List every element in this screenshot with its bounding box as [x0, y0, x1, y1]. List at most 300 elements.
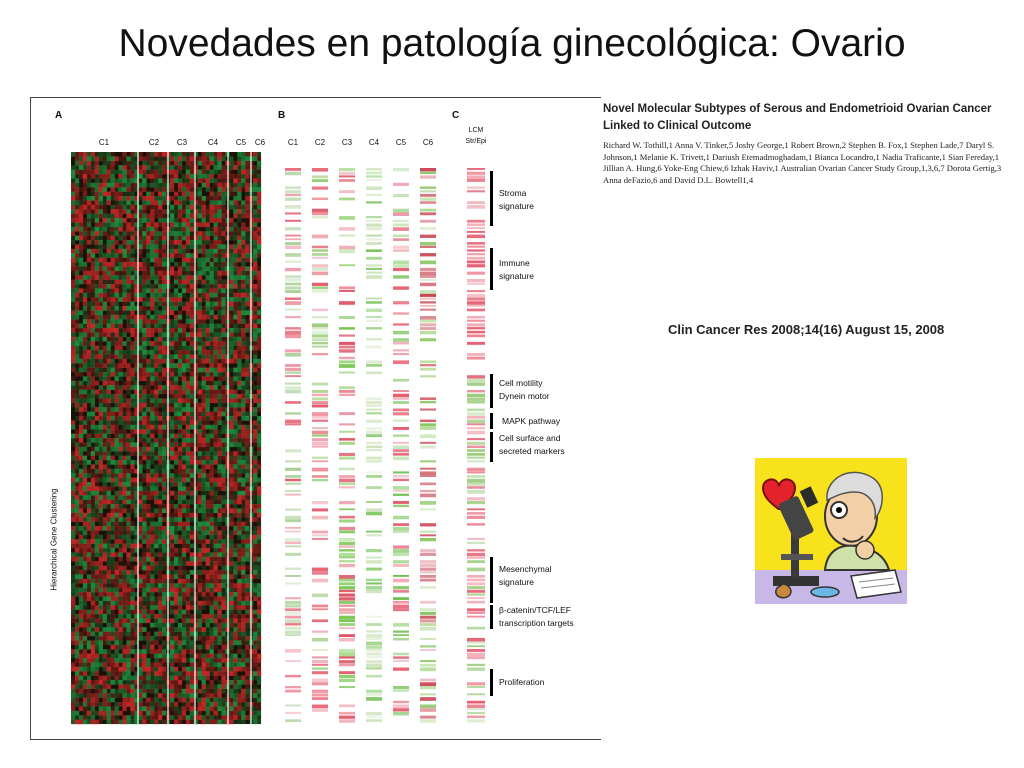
heatmap-cell [87, 310, 91, 315]
heatmap-cell [162, 306, 166, 311]
heatmap-cell [87, 372, 91, 377]
heatmap-cell [111, 258, 115, 263]
heatmap-cell [174, 588, 178, 593]
heatmap-cell [214, 275, 218, 280]
heatmap-cell [241, 574, 245, 579]
heatmap-cell [257, 442, 261, 447]
heatmap-cell [194, 293, 198, 298]
heatmap-cell [75, 275, 79, 280]
heatmap-cell [142, 376, 146, 381]
heatmap-cell [119, 412, 123, 417]
heatmap-cell [210, 592, 214, 597]
heatmap-cell [162, 416, 166, 421]
heatmap-cell [138, 456, 142, 461]
heatmap-cell [119, 394, 123, 399]
heatmap-cell [87, 394, 91, 399]
heatmap-cell [71, 346, 75, 351]
heatmap-cell [198, 249, 202, 254]
heatmap-cell [146, 504, 150, 509]
heatmap-cell [115, 491, 119, 496]
heatmap-cell [233, 192, 237, 197]
heatmap-cell [150, 350, 154, 355]
heatmap-cell [146, 403, 150, 408]
gene-expression-figure [30, 97, 601, 740]
heatmap-cell [154, 337, 158, 342]
heatmap-cell [95, 258, 99, 263]
heatmap-cell [99, 398, 103, 403]
heatmap-cell [142, 178, 146, 183]
heatmap-cell [122, 161, 126, 166]
heatmap-cell [214, 222, 218, 227]
heatmap-cell [142, 372, 146, 377]
heatmap-cell [182, 354, 186, 359]
heatmap-cell [119, 337, 123, 342]
heatmap-cell [186, 504, 190, 509]
heatmap-cell [154, 596, 158, 601]
heatmap-cell [182, 306, 186, 311]
heatmap-cell [241, 627, 245, 632]
heatmap-cell [154, 244, 158, 249]
heatmap-cell [75, 214, 79, 219]
heatmap-cell [138, 178, 142, 183]
heatmap-cell [107, 627, 111, 632]
heatmap-cell [257, 359, 261, 364]
heatmap-cell [162, 486, 166, 491]
heatmap-cell [103, 557, 107, 562]
heatmap-cell [146, 156, 150, 161]
heatmap-cell [229, 460, 233, 465]
heatmap-cell [190, 262, 194, 267]
heatmap-cell [162, 240, 166, 245]
heatmap-cell [206, 583, 210, 588]
heatmap-cell [170, 398, 174, 403]
heatmap-cell [186, 412, 190, 417]
heatmap-cell [158, 592, 162, 597]
heatmap-cell [91, 368, 95, 373]
heatmap-cell [241, 438, 245, 443]
heatmap-cell [198, 407, 202, 412]
heatmap-cell [233, 469, 237, 474]
heatmap-cell [71, 596, 75, 601]
heatmap-cell [107, 315, 111, 320]
heatmap-cell [233, 420, 237, 425]
heatmap-cell [115, 284, 119, 289]
heatmap-cell [119, 447, 123, 452]
heatmap-cell [174, 469, 178, 474]
heatmap-cell [202, 627, 206, 632]
heatmap-cell [214, 346, 218, 351]
heatmap-cell [87, 654, 91, 659]
heatmap-cell [229, 244, 233, 249]
heatmap-cell [182, 293, 186, 298]
heatmap-cell [150, 456, 154, 461]
heatmap-cell [130, 381, 134, 386]
heatmap-cell [257, 341, 261, 346]
heatmap-cell [142, 341, 146, 346]
heatmap-cell [87, 517, 91, 522]
heatmap-cell [158, 464, 162, 469]
heatmap-cell [103, 447, 107, 452]
heatmap-cell [158, 552, 162, 557]
heatmap-cell [210, 398, 214, 403]
heatmap-cell [257, 249, 261, 254]
heatmap-cell [210, 486, 214, 491]
heatmap-cell [91, 592, 95, 597]
heatmap-cell [217, 544, 221, 549]
heatmap-cell [253, 491, 257, 496]
heatmap-cell [237, 610, 241, 615]
heatmap-cell [214, 297, 218, 302]
heatmap-cell [257, 178, 261, 183]
heatmap-cell [83, 341, 87, 346]
heatmap-cell [122, 614, 126, 619]
heatmap-cell [71, 293, 75, 298]
heatmap-cell [107, 464, 111, 469]
heatmap-cell [115, 253, 119, 258]
heatmap-cell [130, 570, 134, 575]
heatmap-cell [71, 381, 75, 386]
heatmap-cell [194, 209, 198, 214]
heatmap-cell [221, 350, 225, 355]
heatmap-cell [182, 222, 186, 227]
heatmap-cell [182, 187, 186, 192]
heatmap-cell [162, 442, 166, 447]
heatmap-cell [194, 491, 198, 496]
heatmap-cell [214, 447, 218, 452]
heatmap-cell [206, 486, 210, 491]
heatmap-cell [79, 337, 83, 342]
heatmap-cell [126, 517, 130, 522]
heatmap-cell [186, 535, 190, 540]
heatmap-cell [194, 574, 198, 579]
heatmap-cell [217, 161, 221, 166]
heatmap-cell [178, 460, 182, 465]
heatmap-cell [95, 407, 99, 412]
heatmap-cell [75, 205, 79, 210]
heatmap-cell [178, 196, 182, 201]
heatmap-cell [115, 447, 119, 452]
heatmap-cell [95, 592, 99, 597]
heatmap-cell [95, 469, 99, 474]
heatmap-cell [150, 442, 154, 447]
heatmap-cell [202, 284, 206, 289]
heatmap-cell [182, 244, 186, 249]
heatmap-cell [99, 354, 103, 359]
heatmap-cell [91, 601, 95, 606]
heatmap-cell [71, 196, 75, 201]
heatmap-cell [257, 517, 261, 522]
heatmap-cell [91, 579, 95, 584]
heatmap-cell [71, 508, 75, 513]
heatmap-cell [253, 200, 257, 205]
heatmap-cell [210, 306, 214, 311]
heatmap-cell [170, 205, 174, 210]
heatmap-cell [170, 284, 174, 289]
heatmap-cell [190, 183, 194, 188]
heatmap-cell [233, 359, 237, 364]
heatmap-cell [233, 451, 237, 456]
heatmap-cell [194, 297, 198, 302]
heatmap-cell [194, 632, 198, 637]
heatmap-cell [206, 447, 210, 452]
heatmap-cell [111, 425, 115, 430]
heatmap-cell [103, 552, 107, 557]
heatmap-cell [95, 636, 99, 641]
heatmap-cell [75, 319, 79, 324]
heatmap-cell [130, 227, 134, 232]
heatmap-cell [111, 588, 115, 593]
heatmap-cell [190, 442, 194, 447]
heatmap-cell [229, 205, 233, 210]
heatmap-cell [186, 618, 190, 623]
heatmap-cell [83, 275, 87, 280]
heatmap-cell [130, 196, 134, 201]
heatmap-cell [111, 288, 115, 293]
heatmap-cell [79, 495, 83, 500]
heatmap-cell [87, 610, 91, 615]
heatmap-cell [162, 332, 166, 337]
heatmap-cell [71, 328, 75, 333]
heatmap-cell [182, 341, 186, 346]
heatmap-cell [257, 280, 261, 285]
heatmap-cell [245, 438, 249, 443]
heatmap-cell [182, 368, 186, 373]
heatmap-cell [241, 236, 245, 241]
heatmap-cell [158, 209, 162, 214]
heatmap-cell [174, 539, 178, 544]
heatmap-cell [107, 460, 111, 465]
heatmap-cell [146, 579, 150, 584]
heatmap-cell [158, 192, 162, 197]
heatmap-cell [182, 478, 186, 483]
heatmap-cell [87, 574, 91, 579]
heatmap-cell [178, 284, 182, 289]
heatmap-cell [119, 530, 123, 535]
heatmap-cell [162, 236, 166, 241]
heatmap-cell [198, 337, 202, 342]
heatmap-cell [237, 627, 241, 632]
heatmap-cell [233, 486, 237, 491]
heatmap-cell [233, 416, 237, 421]
heatmap-cell [115, 200, 119, 205]
heatmap-cell [245, 513, 249, 518]
heatmap-cell [178, 482, 182, 487]
heatmap-cell [214, 526, 218, 531]
heatmap-cell [182, 438, 186, 443]
heatmap-cell [154, 170, 158, 175]
heatmap-cell [206, 579, 210, 584]
heatmap-cell [174, 412, 178, 417]
heatmap-cell [119, 407, 123, 412]
heatmap-cell [83, 174, 87, 179]
heatmap-cell [190, 306, 194, 311]
heatmap-cell [178, 178, 182, 183]
heatmap-cell [198, 394, 202, 399]
heatmap-cell [206, 513, 210, 518]
heatmap-cell [170, 478, 174, 483]
heatmap-cell [119, 522, 123, 527]
heatmap-cell [245, 236, 249, 241]
heatmap-cell [138, 306, 142, 311]
heatmap-cell [154, 605, 158, 610]
heatmap-cell [99, 486, 103, 491]
heatmap-cell [115, 627, 119, 632]
heatmap-cell [79, 372, 83, 377]
heatmap-cell [221, 152, 225, 157]
heatmap-cell [210, 425, 214, 430]
heatmap-cell [95, 244, 99, 249]
heatmap-cell [221, 165, 225, 170]
heatmap-cell [126, 623, 130, 628]
heatmap-cell [126, 310, 130, 315]
heatmap-cell [115, 398, 119, 403]
heatmap-cell [126, 478, 130, 483]
heatmap-cell [174, 240, 178, 245]
heatmap-cell [174, 552, 178, 557]
heatmap-cell [194, 460, 198, 465]
heatmap-cell [237, 491, 241, 496]
heatmap-cell [210, 526, 214, 531]
heatmap-cell [119, 438, 123, 443]
heatmap-cell [83, 266, 87, 271]
heatmap-cell [154, 482, 158, 487]
heatmap-cell [253, 618, 257, 623]
heatmap-cell [146, 368, 150, 373]
heatmap-cell [194, 403, 198, 408]
heatmap-cell [79, 350, 83, 355]
heatmap-cell [186, 627, 190, 632]
heatmap-cell [174, 161, 178, 166]
heatmap-cell [257, 244, 261, 249]
heatmap-cell [71, 231, 75, 236]
heatmap-cell [217, 196, 221, 201]
heatmap-cell [214, 434, 218, 439]
heatmap-cell [111, 152, 115, 157]
heatmap-cell [174, 557, 178, 562]
heatmap-cell [115, 451, 119, 456]
heatmap-cell [162, 649, 166, 654]
heatmap-cell [115, 526, 119, 531]
heatmap-cell [103, 196, 107, 201]
heatmap-cell [126, 161, 130, 166]
heatmap-cell [158, 526, 162, 531]
heatmap-cell [202, 570, 206, 575]
heatmap-cell [237, 447, 241, 452]
heatmap-cell [198, 200, 202, 205]
heatmap-cell [245, 293, 249, 298]
heatmap-cell [83, 192, 87, 197]
heatmap-cell [99, 170, 103, 175]
heatmap-cell [154, 359, 158, 364]
heatmap-cell [154, 200, 158, 205]
heatmap-cell [257, 535, 261, 540]
heatmap-cell [162, 491, 166, 496]
heatmap-cell [107, 266, 111, 271]
heatmap-cell [91, 293, 95, 298]
heatmap-cell [170, 645, 174, 650]
heatmap-cell [214, 258, 218, 263]
heatmap-cell [257, 570, 261, 575]
heatmap-cell [107, 649, 111, 654]
panel-a-cluster-label: C3 [176, 138, 188, 147]
heatmap-cell [99, 328, 103, 333]
heatmap-cell [107, 500, 111, 505]
heatmap-cell [217, 200, 221, 205]
heatmap-cell [150, 376, 154, 381]
heatmap-cell [182, 183, 186, 188]
heatmap-cell [138, 566, 142, 571]
heatmap-cell [170, 165, 174, 170]
heatmap-cell [158, 315, 162, 320]
heatmap-cell [253, 297, 257, 302]
heatmap-cell [217, 530, 221, 535]
heatmap-cell [198, 456, 202, 461]
heatmap-cell [119, 284, 123, 289]
heatmap-cell [71, 614, 75, 619]
heatmap-cell [91, 174, 95, 179]
heatmap-cell [75, 170, 79, 175]
heatmap-cell [138, 236, 142, 241]
heatmap-cell [198, 328, 202, 333]
heatmap-cell [107, 337, 111, 342]
heatmap-cell [178, 596, 182, 601]
heatmap-cell [217, 192, 221, 197]
heatmap-cell [229, 640, 233, 645]
heatmap-cell [245, 280, 249, 285]
heatmap-cell [186, 394, 190, 399]
heatmap-cell [138, 297, 142, 302]
heatmap-cell [233, 632, 237, 637]
heatmap-cell [79, 403, 83, 408]
heatmap-cell [233, 165, 237, 170]
heatmap-cell [253, 368, 257, 373]
heatmap-cell [111, 236, 115, 241]
heatmap-cell [119, 574, 123, 579]
heatmap-cell [154, 416, 158, 421]
heatmap-cell [158, 385, 162, 390]
heatmap-cell [103, 526, 107, 531]
heatmap-cell [210, 363, 214, 368]
heatmap-cell [182, 363, 186, 368]
heatmap-cell [146, 416, 150, 421]
heatmap-cell [83, 526, 87, 531]
heatmap-cell [237, 407, 241, 412]
heatmap-cell [146, 372, 150, 377]
heatmap-cell [107, 376, 111, 381]
heatmap-cell [162, 610, 166, 615]
heatmap-cell [186, 605, 190, 610]
heatmap-cell [71, 363, 75, 368]
heatmap-cell [122, 288, 126, 293]
heatmap-cell [257, 218, 261, 223]
heatmap-cell [91, 464, 95, 469]
heatmap-cell [79, 174, 83, 179]
heatmap-cell [158, 416, 162, 421]
heatmap-cell [202, 522, 206, 527]
heatmap-cell [217, 535, 221, 540]
heatmap-cell [186, 227, 190, 232]
heatmap-cell [162, 319, 166, 324]
panel-b-cluster-label: C1 [287, 138, 299, 147]
heatmap-cell [174, 456, 178, 461]
heatmap-cell [95, 372, 99, 377]
heatmap-cell [142, 174, 146, 179]
heatmap-cell [122, 310, 126, 315]
heatmap-cell [91, 486, 95, 491]
heatmap-cell [170, 403, 174, 408]
heatmap-cell [130, 293, 134, 298]
heatmap-cell [154, 183, 158, 188]
